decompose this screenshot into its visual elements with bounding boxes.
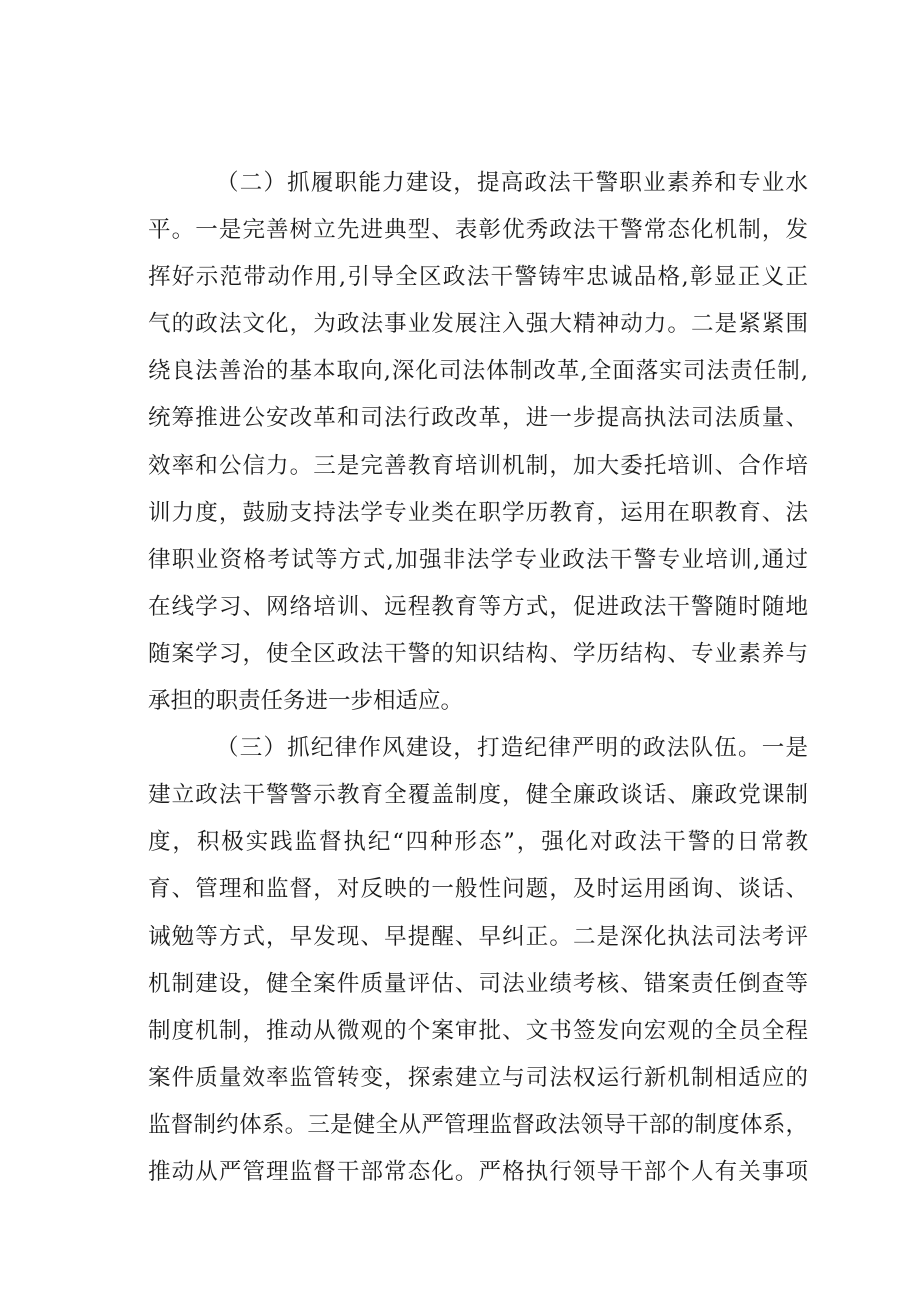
- text-line: 监督制约体系。三是健全从严管理监督政法领导干部的制度体系，: [148, 1111, 808, 1138]
- text-line: 诫勉等方式，早发现、早提醒、早纠正。二是深化执法司法考评: [148, 923, 808, 950]
- text-line: 效率和公信力。三是完善教育培训机制，加大委托培训、合作培: [148, 452, 808, 479]
- text-line: 案件质量效率监管转变，探索建立与司法权运行新机制相适应的: [148, 1064, 808, 1091]
- paragraph-first-line: （三）抓纪律作风建设，打造纪律严明的政法队伍。一是: [216, 735, 808, 762]
- text-line: 绕良法善治的基本取向,深化司法体制改革,全面落实司法责任制,: [148, 358, 808, 385]
- text-line: 随案学习，使全区政法干警的知识结构、学历结构、专业素养与: [148, 640, 808, 667]
- text-line: 推动从严管理监督干部常态化。严格执行领导干部个人有关事项: [148, 1158, 808, 1185]
- text-line: 机制建设，健全案件质量评估、司法业绩考核、错案责任倒查等: [148, 970, 808, 997]
- text-line: 律职业资格考试等方式,加强非法学专业政法干警专业培训,通过: [148, 546, 808, 573]
- text-line: 平。一是完善树立先进典型、表彰优秀政法干警常态化机制，发: [148, 217, 808, 244]
- text-line: 气的政法文化，为政法事业发展注入强大精神动力。二是紧紧围: [148, 311, 808, 338]
- text-line: 在线学习、网络培训、远程教育等方式，促进政法干警随时随地: [148, 593, 808, 620]
- text-line: 训力度，鼓励支持法学专业类在职学历教育，运用在职教育、法: [148, 499, 808, 526]
- text-line: 度，积极实践监督执纪“四种形态”，强化对政法干警的日常教: [148, 829, 808, 856]
- text-line: 挥好示范带动作用,引导全区政法干警铸牢忠诚品格,彰显正义正: [148, 264, 808, 291]
- text-line: 建立政法干警警示教育全覆盖制度，健全廉政谈话、廉政党课制: [148, 782, 808, 809]
- text-line: 统筹推进公安改革和司法行政改革，进一步提高执法司法质量、: [148, 405, 808, 432]
- text-line: 育、管理和监督，对反映的一般性问题，及时运用函询、谈话、: [148, 876, 808, 903]
- paragraph-first-line: （二）抓履职能力建设，提高政法干警职业素养和专业水: [216, 170, 808, 196]
- text-line: 制度机制，推动从微观的个案审批、文书签发向宏观的全员全程: [148, 1017, 808, 1044]
- text-line: 承担的职责任务进一步相适应。: [148, 688, 464, 715]
- document-body: [148, 160, 808, 1196]
